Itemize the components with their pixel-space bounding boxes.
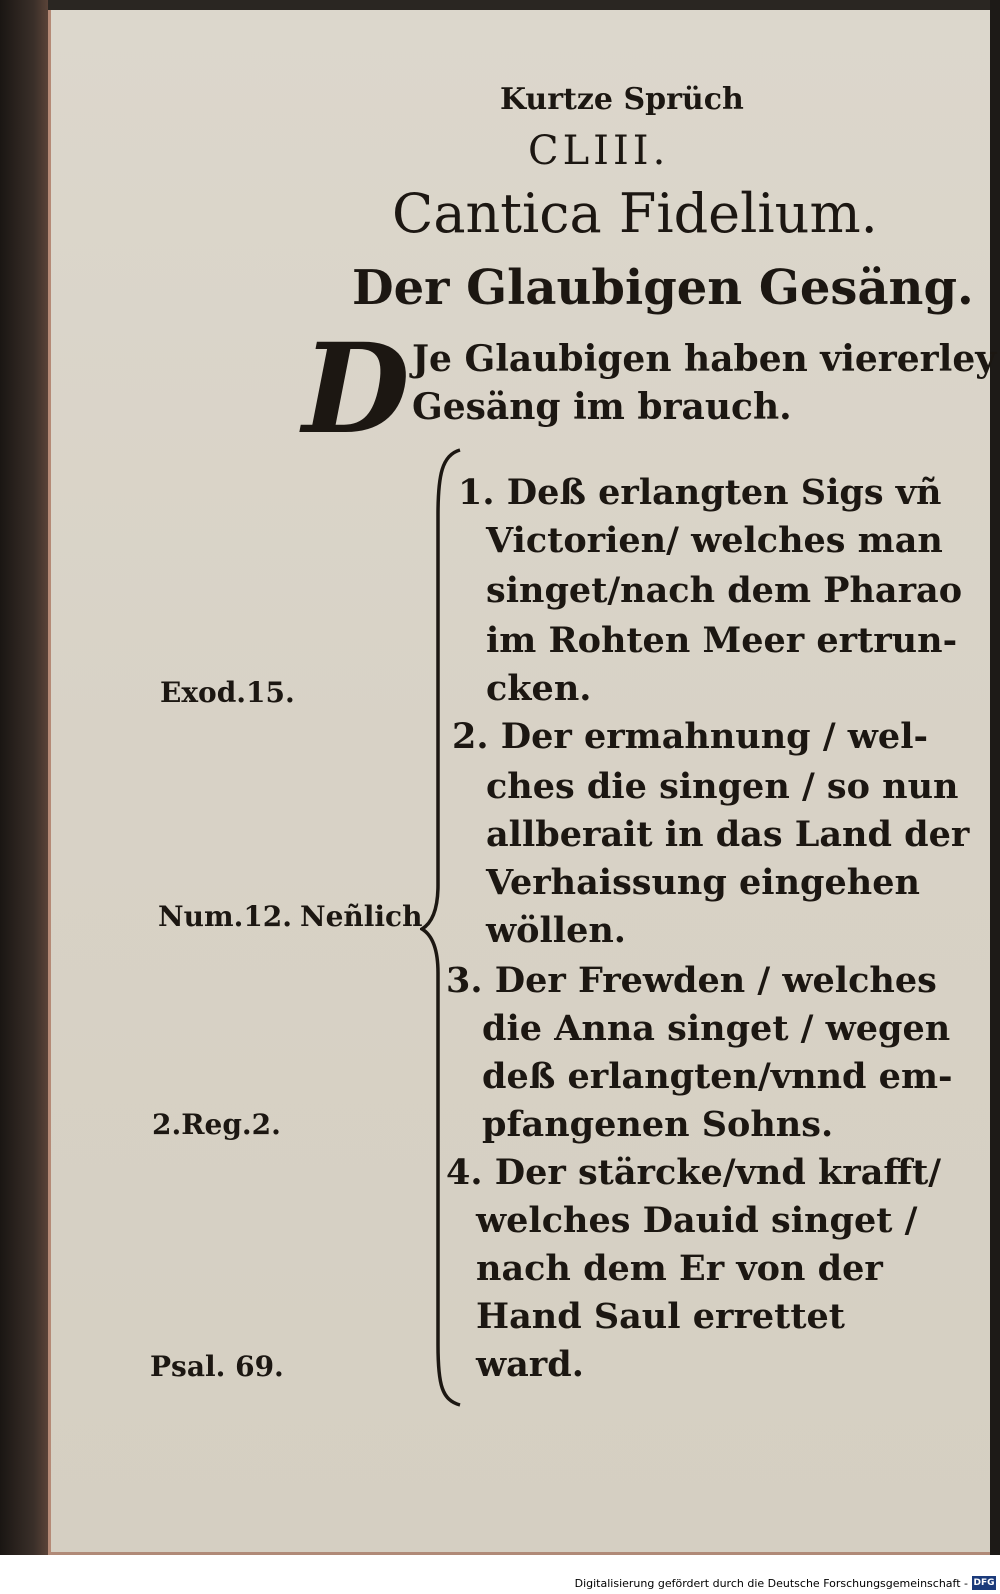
item-4-line-3: nach dem Er von der	[476, 1248, 883, 1289]
item-2-line-4: Verhaissung eingehen	[486, 862, 920, 903]
item-4-line-4: Hand Saul errettet	[476, 1296, 845, 1337]
item-3-line-1: 3. Der Frewden / welches	[446, 960, 937, 1001]
item-2-line-1: 2. Der ermahnung / wel-	[452, 716, 929, 757]
curly-brace	[420, 445, 470, 1410]
german-title: Der Glaubigen Gesäng.	[352, 260, 974, 316]
margin-note-namely: Neñlich	[300, 900, 423, 933]
item-1-line-1: 1. Deß erlangten Sigs vñ	[458, 472, 942, 513]
decorated-initial: D	[302, 317, 410, 462]
item-2-line-3: allberait in das Land der	[486, 814, 970, 855]
leaf-number: CLIII.	[528, 128, 670, 174]
latin-title: Cantica Fidelium.	[392, 182, 878, 245]
item-3-line-2: die Anna singet / wegen	[482, 1008, 951, 1049]
item-3-line-3: deß erlangten/vnnd em-	[482, 1056, 953, 1097]
item-2-line-2: ches die singen / so nun	[486, 766, 959, 807]
intro-line-2: Gesäng im brauch.	[412, 386, 792, 428]
item-4-line-2: welches Dauid singet /	[476, 1200, 918, 1241]
footer-credit: Digitalisierung gefördert durch die Deutsche Forschungsgemeinschaft -	[574, 1577, 968, 1590]
right-edge-shadow	[990, 0, 1000, 1594]
item-3-line-4: pfangenen Sohns.	[482, 1104, 834, 1145]
book-spine-shadow	[0, 0, 48, 1594]
item-1-line-5: cken.	[486, 668, 592, 709]
margin-note-exodus: Exod.15.	[160, 676, 295, 709]
margin-note-kings: 2.Reg.2.	[152, 1108, 281, 1141]
item-1-line-2: Victorien/ welches man	[486, 520, 943, 561]
item-2-line-5: wöllen.	[486, 910, 626, 951]
item-4-line-5: ward.	[476, 1344, 584, 1385]
dfg-logo: DFG	[973, 1578, 995, 1588]
running-head: Kurtze Sprüch	[500, 82, 744, 117]
intro-line-1: Je Glaubigen haben viererley	[412, 338, 997, 380]
item-1-line-4: im Rohten Meer ertrun-	[486, 620, 958, 661]
item-4-line-1: 4. Der stärcke/vnd krafft/	[446, 1152, 942, 1193]
margin-note-numbers: Num.12.	[158, 900, 293, 933]
margin-note-psalm: Psal. 69.	[150, 1350, 284, 1383]
item-1-line-3: singet/nach dem Pharao	[486, 570, 963, 611]
